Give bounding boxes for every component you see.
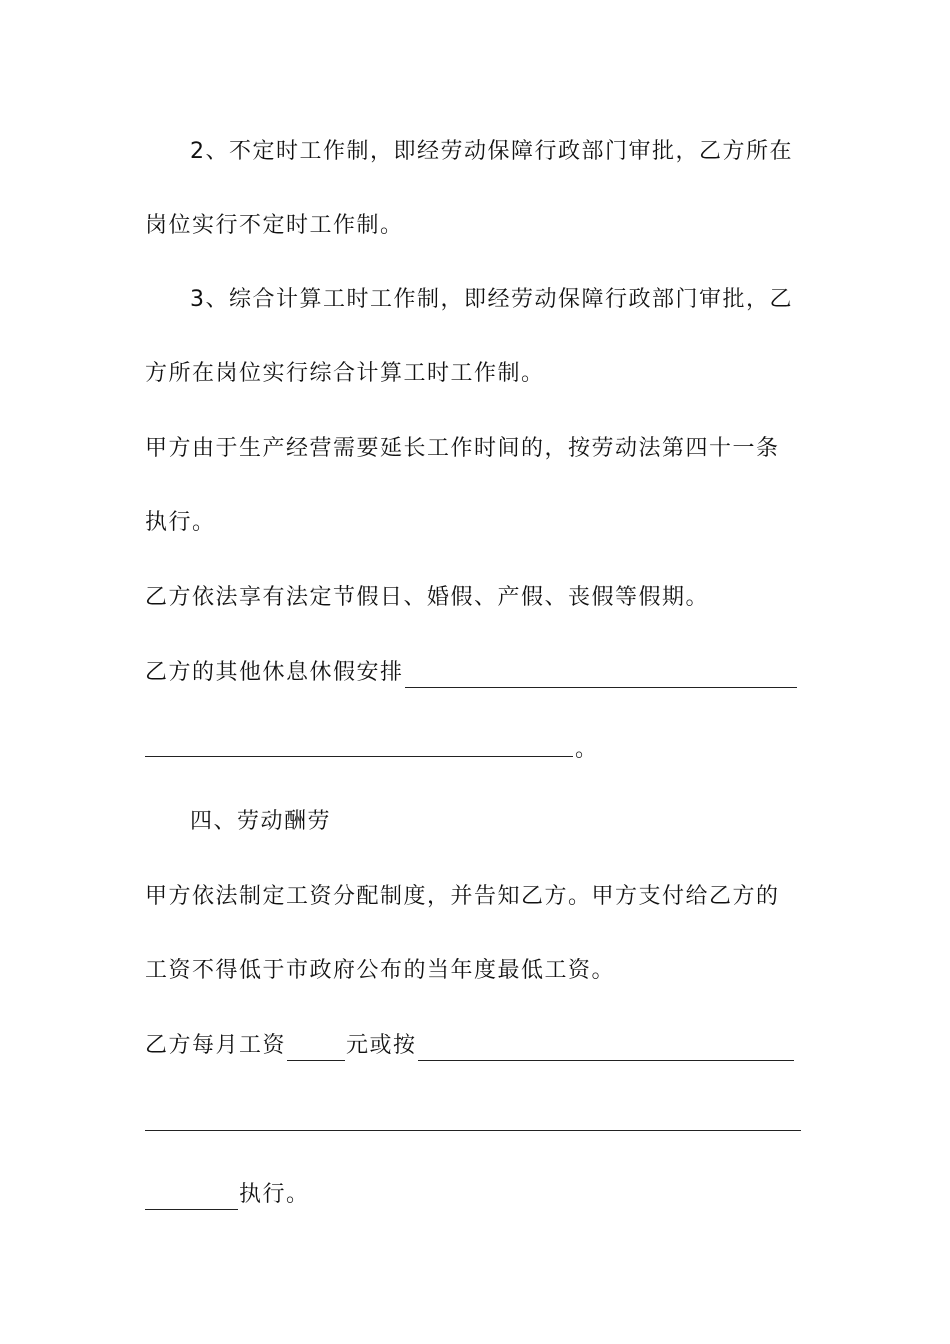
field-label: 元或按	[346, 1033, 417, 1058]
blank-field[interactable]	[405, 665, 797, 688]
paragraph-line: 执行。	[145, 510, 216, 535]
paragraph-line: 工资不得低于市政府公布的当年度最低工资。	[145, 958, 616, 983]
blank-field[interactable]	[145, 756, 573, 757]
paragraph-line: 3、综合计算工时工作制，即经劳动保障行政部门审批，乙	[190, 287, 793, 312]
paragraph-line: 甲方由于生产经营需要延长工作时间的，按劳动法第四十一条	[145, 436, 780, 461]
paragraph-line: 乙方依法享有法定节假日、婚假、产假、丧假等假期。	[145, 585, 710, 610]
section-heading: 四、劳动酬劳	[190, 809, 332, 834]
field-label: 乙方的其他休息休假安排	[145, 660, 404, 685]
paragraph-line: 甲方依法制定工资分配制度，并告知乙方。甲方支付给乙方的	[145, 884, 780, 909]
fill-in-line	[145, 658, 798, 688]
salary-amount-blank[interactable]	[287, 1038, 345, 1061]
period-mark: 。	[575, 737, 598, 762]
blank-field[interactable]	[145, 1130, 801, 1131]
fill-in-line	[145, 1180, 310, 1210]
paragraph-line: 岗位实行不定时工作制。	[145, 213, 404, 238]
paragraph-line: 方所在岗位实行综合计算工时工作制。	[145, 361, 545, 386]
fill-in-line	[145, 1031, 795, 1061]
blank-field[interactable]	[418, 1038, 794, 1061]
field-label: 执行。	[239, 1182, 310, 1207]
field-label: 乙方每月工资	[145, 1033, 287, 1058]
blank-field[interactable]	[145, 1187, 238, 1210]
paragraph-line: 2、不定时工作制，即经劳动保障行政部门审批，乙方所在	[190, 139, 793, 164]
